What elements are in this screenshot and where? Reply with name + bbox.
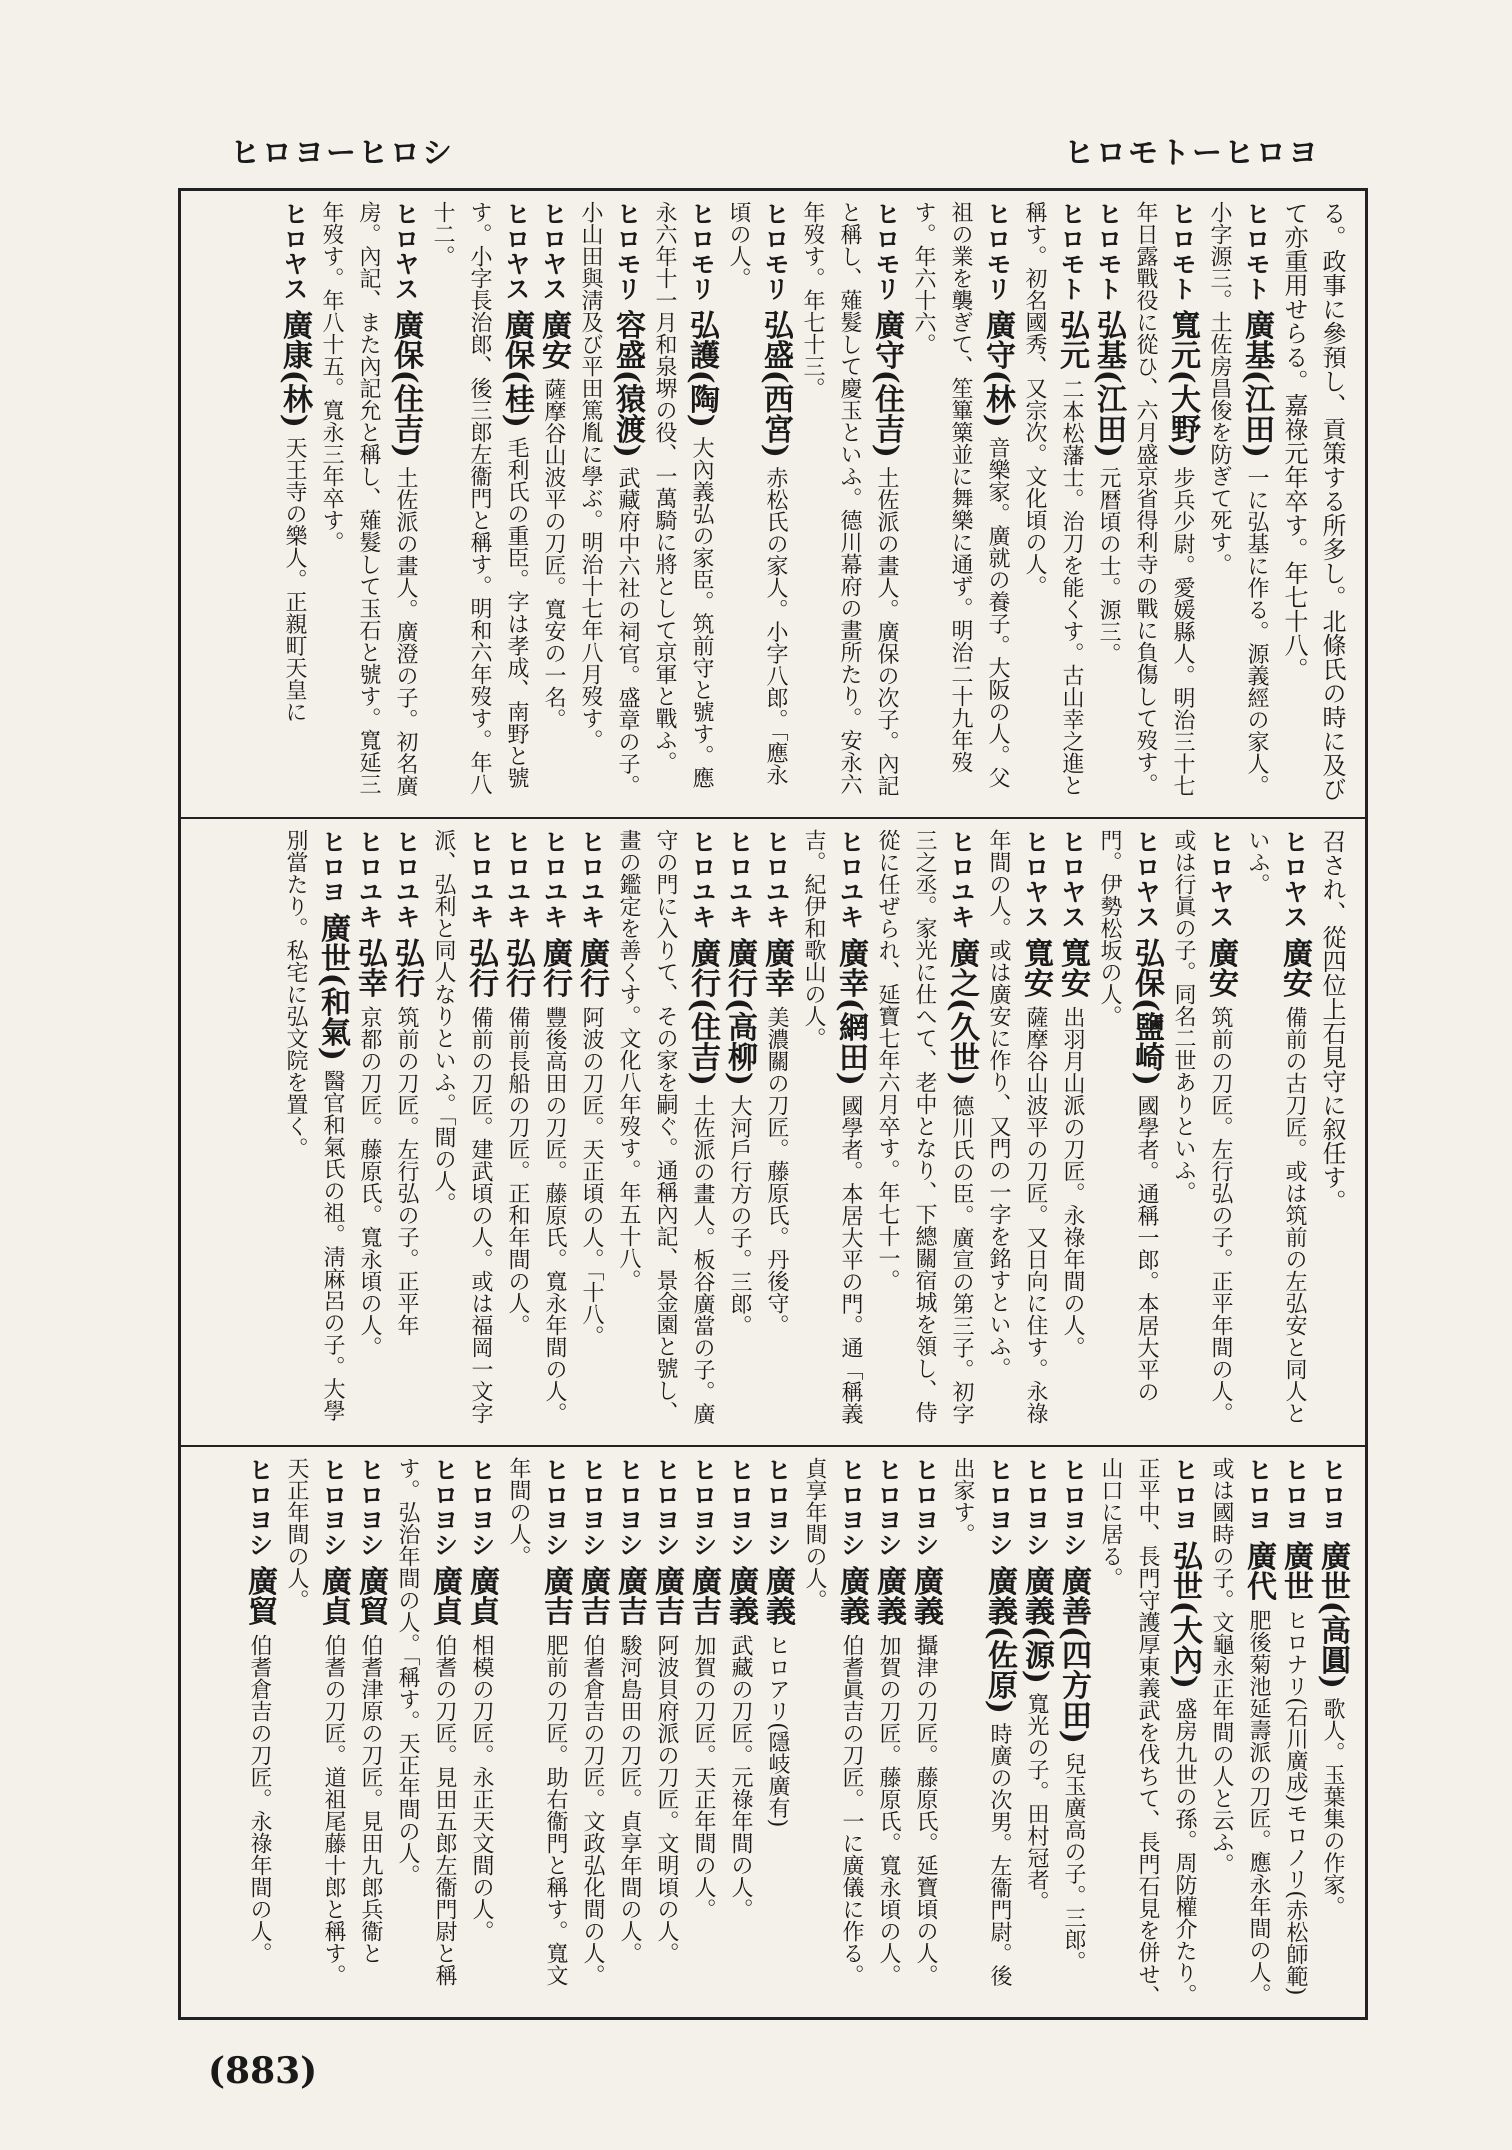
entry-name: 廣吉 <box>686 1565 721 1626</box>
page-frame <box>178 188 1368 2020</box>
dictionary-entry <box>1201 201 1275 807</box>
entry-name: 廣行 <box>537 937 572 998</box>
entry-description: 備前の刀匠。建武頃の人。或は福岡一文字派、弘利と同人なりといふ。「間の人。 <box>431 829 493 1425</box>
entry-name: 廣行(住吉) <box>685 937 720 1086</box>
entry-reading: ヒロモリ <box>761 201 790 301</box>
entry-name: 寬安 <box>1018 937 1053 998</box>
entry-description: 寬光の子。田村冠者。 <box>1024 1692 1049 1913</box>
entry-name: 廣貿 <box>353 1565 388 1626</box>
entry-description: 駿河島田の刀匠。貞享年間の人。 <box>617 1634 642 1965</box>
entry-reading: ヒロヨシ <box>615 1457 644 1557</box>
dictionary-entry <box>646 201 720 807</box>
entry-name: 弘行 <box>389 937 424 998</box>
entry-name: 廣之(久世) <box>944 937 979 1086</box>
dictionary-entry <box>796 1457 870 2007</box>
entry-description: 備前長船の刀匠。正和年間の人。 <box>505 1006 530 1337</box>
entry-reading: ヒロヤス <box>280 201 309 301</box>
entry-description: 一に弘基に作る。源義經の家人。小字源三。土佐房昌俊を防ぎて死す。 <box>1207 201 1269 797</box>
entry-name: 廣安 <box>536 309 571 370</box>
entry-description: 歌人。玉葉集の作家。 <box>1320 1697 1345 1918</box>
entry-description: 筑前の刀匠。左行弘の子。正平年間の人。或は行眞の子。同名二世ありといふ。 <box>1171 829 1233 1425</box>
entry-name: 廣義(佐原) <box>982 1565 1017 1714</box>
entry-description: 毛利氏の重臣。字は孝成、南野と號す。小字長治郎、後三郎左衞門と稱す。明和六年歿す。年八十二。 <box>430 201 529 795</box>
entry-name: 廣貿 <box>242 1565 277 1626</box>
tier-bottom-columns <box>195 1457 1351 2007</box>
entry-name: 寬元(大野) <box>1165 309 1200 458</box>
entry-reading: ヒロヨシ <box>911 1457 940 1557</box>
entry-reading: ヒロユキ <box>503 829 532 929</box>
dictionary-entry <box>869 829 980 1435</box>
dictionary-entry <box>1275 201 1351 807</box>
tier-middle <box>181 819 1365 1447</box>
entry-reading: ヒロユキ <box>836 829 865 929</box>
entry-description: る。政事に參預し、貢策する所多し。北條氏の時に及びて亦重用せらる。嘉祿元年卒す。年七十八。 <box>1280 201 1346 801</box>
dictionary-entry <box>351 829 388 1435</box>
entry-name: 弘基(江田) <box>1091 309 1126 458</box>
entry-name: 廣貞 <box>316 1565 351 1626</box>
entry-description: 肥後菊池延壽派の刀匠。應永年間の人。或は國時の子。文龜永正年間の人と云ふ。 <box>1209 1457 1271 2006</box>
entry-description: 伯耆眞吉の刀匠。一に廣儀に作る。貞享年間の人。 <box>802 1457 864 1987</box>
entry-name: 廣世 <box>1278 1540 1313 1601</box>
dictionary-entry <box>1016 201 1090 807</box>
entry-description: 伯耆倉吉の刀匠。文政弘化間の人。 <box>580 1634 605 1987</box>
dictionary-entry <box>795 829 869 1435</box>
dictionary-entry <box>313 201 424 807</box>
entry-reading: ヒロユキ <box>947 829 976 929</box>
entry-reading: ヒロヨ <box>1281 1457 1310 1532</box>
entry-description: 肥前の刀匠。助右衞門と稱す。寬文年間の人。 <box>506 1457 568 1987</box>
dictionary-entry <box>1239 829 1313 1435</box>
entry-reading: ヒロヤス <box>1058 829 1087 929</box>
entry-description: 豐後高田の刀匠。藤原氏。寬永年間の人。 <box>542 1006 567 1425</box>
dictionary-entry <box>389 1457 463 2007</box>
entry-name: 廣吉 <box>538 1565 573 1626</box>
entry-name: 廣保(桂) <box>499 309 534 428</box>
entry-name: 弘護(陶) <box>684 309 719 428</box>
entry-name: 廣行 <box>574 937 609 998</box>
entry-name: 廣吉 <box>649 1565 684 1626</box>
entry-name: 弘行 <box>463 937 498 998</box>
entry-reading: ヒロモト <box>1242 201 1271 301</box>
dictionary-entry <box>425 829 499 1435</box>
dictionary-entry <box>463 1457 500 2007</box>
entry-reading: ヒロモリ <box>687 201 716 301</box>
header-left: ヒロヨーヒロシ <box>230 136 454 171</box>
entry-description: ヒロナリ(石川廣成)モロノリ(赤松師範) <box>1283 1609 1308 1996</box>
entry-reading: ヒロユキ <box>392 829 421 929</box>
dictionary-entry <box>905 201 1016 807</box>
entry-description: 盛房九世の孫。周防權介たり。正平中、長門守護厚東義武を伐ちて、長門石見を併せ、山口に居る。 <box>1098 1457 1197 2007</box>
dictionary-entry <box>1018 1457 1055 2007</box>
entry-reading: ヒロヨシ <box>837 1457 866 1557</box>
entry-description: 元暦頃の士。源三。 <box>1096 466 1121 665</box>
entry-reading: ヒロユキ <box>577 829 606 929</box>
entry-reading: ヒロヨ <box>1318 1457 1347 1532</box>
entry-name: 廣吉 <box>612 1565 647 1626</box>
entry-reading: ヒロモト <box>1057 201 1086 301</box>
dictionary-entry <box>611 1457 648 2007</box>
entry-description: 德川氏の臣。廣宣の第三子。初字三之丞。家光に仕へて、老中となり、下總關宿城を領し、侍從に任ぜられ、延寶七年六月卒す。年七十一。 <box>875 829 974 1425</box>
entry-name: 弘保(鹽崎) <box>1129 937 1164 1086</box>
tier-middle-columns <box>195 829 1351 1435</box>
entry-description: 美濃關の刀匠。藤原氏。丹後守。 <box>764 1006 789 1337</box>
entry-description: 伯耆津原の刀匠。見田九郎兵衞と <box>358 1634 383 1965</box>
dictionary-entry <box>1203 1457 1277 2007</box>
dictionary-entry <box>610 829 721 1435</box>
entry-reading: ヒロヤス <box>1132 829 1161 929</box>
entry-description: 土佐派の畫人。廣保の次子。內記と稱し、薙髮して慶玉といふ。德川幕府の畫所たり。安永六年歿す。年七十三。 <box>800 201 899 797</box>
tier-bottom <box>181 1447 1365 2017</box>
entry-name: 弘幸 <box>352 937 387 998</box>
entry-reading: ヒロヨシ <box>578 1457 607 1557</box>
entry-reading: ヒロヨシ <box>763 1457 792 1557</box>
dictionary-entry <box>1055 1457 1092 2007</box>
entry-reading: ヒロヤス <box>1021 829 1050 929</box>
dictionary-entry <box>278 1457 352 2007</box>
entry-reading: ヒロモリ <box>872 201 901 301</box>
entry-name: 廣世(高圓) <box>1315 1540 1350 1689</box>
dictionary-entry <box>499 829 536 1435</box>
dictionary-entry <box>759 1457 796 2007</box>
entry-name: 廣義 <box>908 1565 943 1626</box>
entry-name: 容盛(猿渡) <box>610 309 645 458</box>
entry-name: 廣幸 <box>759 937 794 998</box>
dictionary-entry <box>794 201 905 807</box>
dictionary-entry <box>536 829 573 1435</box>
entry-reading: ヒロヤス <box>502 201 531 301</box>
entry-description: 薩摩谷山波平の刀匠。寬安の一名。 <box>541 378 566 731</box>
entry-reading: ヒロヨシ <box>319 1457 348 1557</box>
dictionary-entry <box>241 1457 278 2007</box>
entry-name: 廣安 <box>1203 937 1238 998</box>
entry-description: 京都の刀匠。藤原氏。寬永頃の人。 <box>357 1006 382 1359</box>
header-right: ヒロモトーヒロヨ <box>1064 136 1320 171</box>
entry-name: 廣義 <box>723 1565 758 1626</box>
entry-name: 廣世(和氣) <box>315 912 350 1061</box>
dictionary-entry <box>500 1457 574 2007</box>
entry-description: 天王寺の樂人。正親町天皇に <box>282 436 307 723</box>
entry-reading: ヒロヨシ <box>430 1457 459 1557</box>
entry-description: 大內義弘の家臣。筑前守と號す。應永六年十一月和泉堺の役、一萬騎に將として京軍と戰ふ。 <box>652 201 714 789</box>
entry-description: 出羽月山派の刀匠。永祿年間の人。 <box>1060 1006 1085 1359</box>
entry-description: 薩摩谷山波平の刀匠。又日向に住す。永祿年間の人。或は廣安に作り、又門の一字を銘すといふ。 <box>986 829 1048 1425</box>
entry-reading: ヒロモリ <box>613 201 642 301</box>
entry-description: 阿波の刀匠。天正頃の人。「十八。 <box>579 1006 604 1348</box>
entry-description: 伯耆の刀匠。道祖尾藤十郎と稱す。天正年間の人。 <box>284 1457 346 1987</box>
entry-reading: ヒロヨシ <box>689 1457 718 1557</box>
dictionary-entry <box>980 829 1054 1435</box>
entry-reading: ヒロヨシ <box>245 1457 274 1557</box>
entry-description: 伯耆倉吉の刀匠。永祿年間の人。 <box>247 1634 272 1965</box>
entry-reading: ヒロモト <box>1168 201 1197 301</box>
dictionary-entry <box>720 201 794 807</box>
dictionary-entry <box>758 829 795 1435</box>
entry-description: 相模の刀匠。永正天文間の人。 <box>469 1634 494 1943</box>
entry-reading: ヒロユキ <box>466 829 495 929</box>
entry-description: 加賀の刀匠。天正年間の人。 <box>691 1634 716 1921</box>
entry-description: 兒玉廣高の子。三郎。 <box>1061 1752 1086 1973</box>
entry-name: 廣代 <box>1241 1540 1276 1601</box>
entry-description: 音樂家。廣就の養子。大阪の人。父祖の業を襲ぎて、笙篳篥並に舞樂に通ず。明治二十九年歿す。年六十六。 <box>911 201 1010 789</box>
entry-reading: ヒロモト <box>1094 201 1123 301</box>
entry-description: 召され、從四位上石見守に叙任す。 <box>1318 829 1346 1213</box>
entry-reading: ヒロヨ <box>318 829 347 904</box>
entry-name: 廣義 <box>834 1565 869 1626</box>
entry-description: 攝津の刀匠。藤原氏。延寶頃の人。 <box>913 1634 938 1987</box>
dictionary-entry <box>574 1457 611 2007</box>
entry-reading: ヒロヨシ <box>726 1457 755 1557</box>
entry-description: 國學者。本居大平の門。通「稱義吉。紀伊和歌山の人。 <box>801 829 863 1425</box>
dictionary-entry <box>1092 1457 1203 2007</box>
entry-reading: ヒロユキ <box>725 829 754 929</box>
entry-description: 伯耆の刀匠。見田五郎左衞門尉と稱す。弘治年間の人。「稱す。天正年間の人。 <box>395 1457 457 1987</box>
entry-description: 筑前の刀匠。左行弘の子。正平年 <box>394 1006 419 1337</box>
entry-description: 土佐派の畫人。板谷廣當の子。廣守の門に入りて、その家を嗣ぐ。通稱內記、景金園と號し、畫の鑑定を善くす。文化八年歿す。年五十八。 <box>616 829 715 1425</box>
entry-reading: ヒロヨ <box>1244 1457 1273 1532</box>
dictionary-entry <box>1054 829 1091 1435</box>
dictionary-entry <box>535 201 572 807</box>
running-header <box>230 128 1320 171</box>
entry-name: 廣安 <box>1277 937 1312 998</box>
dictionary-entry <box>648 1457 685 2007</box>
dictionary-entry <box>352 1457 389 2007</box>
dictionary-entry <box>1313 829 1351 1435</box>
entry-reading: ヒロヨシ <box>1059 1457 1088 1557</box>
entry-name: 弘行 <box>500 937 535 998</box>
entry-description: 武藏の刀匠。元祿年間の人。 <box>728 1634 753 1921</box>
entry-description: 加賀の刀匠。藤原氏。寬永頃の人。 <box>876 1634 901 1987</box>
entry-name: 廣基(江田) <box>1239 309 1274 458</box>
dictionary-entry <box>424 201 535 807</box>
entry-description: 赤松氏の家人。小字八郎。「應永頃の人。 <box>726 201 788 786</box>
dictionary-entry <box>388 829 425 1435</box>
entry-description: 醫官和氣氏の祖。淸麻呂の子。大學別當たり。私宅に弘文院を置く。 <box>283 829 345 1422</box>
dictionary-entry <box>870 1457 907 2007</box>
dictionary-entry <box>1091 829 1165 1435</box>
entry-description: 備前の古刀匠。或は筑前の左弘安と同人といふ。 <box>1245 829 1307 1425</box>
entry-reading: ヒロヨシ <box>652 1457 681 1557</box>
dictionary-entry <box>907 1457 944 2007</box>
entry-name: 廣守(林) <box>980 309 1015 428</box>
entry-reading: ヒロヨシ <box>1022 1457 1051 1557</box>
page-number: (883) <box>208 2050 318 2092</box>
dictionary-entry <box>572 201 646 807</box>
entry-name: 廣守(住吉) <box>869 309 904 458</box>
entry-description: 時廣の次男。左衞門尉。後出家す。 <box>950 1457 1012 1987</box>
entry-name: 寬安 <box>1055 937 1090 998</box>
dictionary-entry <box>1090 201 1127 807</box>
entry-name: 廣幸(網田) <box>833 937 868 1086</box>
dictionary-entry <box>721 829 758 1435</box>
entry-reading: ヒロユキ <box>540 829 569 929</box>
entry-reading: ヒロヨ <box>1170 1457 1199 1532</box>
dictionary-entry <box>573 829 610 1435</box>
entry-name: 廣義 <box>760 1565 795 1626</box>
dictionary-entry <box>276 201 313 807</box>
entry-description: 土佐派の畫人。廣澄の子。初名廣房。內記、また內記允と稱し、薙髮して玉石と號す。寬延三年歿す。年八十五。寬永三年卒す。 <box>319 201 418 797</box>
dictionary-entry <box>1277 1457 1314 2007</box>
dictionary-entry <box>1314 1457 1351 2007</box>
entry-name: 廣義 <box>871 1565 906 1626</box>
dictionary-entry <box>277 829 351 1435</box>
entry-reading: ヒロヤス <box>1206 829 1235 929</box>
tier-top-columns <box>195 201 1351 807</box>
entry-description: ヒロアリ(隱岐廣有) <box>765 1634 790 1828</box>
entry-name: 廣義(源) <box>1019 1565 1054 1684</box>
entry-description: 大河戶行方の子。三郎。 <box>727 1094 752 1337</box>
entry-description: 國學者。通稱一郎。本居大平の門。伊勢松坂の人。 <box>1097 829 1159 1403</box>
entry-description: 二本松藩士。治刀を能くす。古山幸之進と稱す。初名國秀、又宗次。文化頃の人。 <box>1022 201 1084 797</box>
entry-name: 廣吉 <box>575 1565 610 1626</box>
entry-reading: ヒロヨシ <box>356 1457 385 1557</box>
entry-name: 廣善(四方田) <box>1056 1565 1091 1744</box>
entry-name: 廣行(高柳) <box>722 937 757 1086</box>
entry-reading: ヒロヨシ <box>985 1457 1014 1557</box>
entry-name: 弘盛(西宮) <box>758 309 793 458</box>
entry-name: 廣康(林) <box>277 309 312 428</box>
entry-reading: ヒロヤス <box>1280 829 1309 929</box>
dictionary-entry <box>1127 201 1201 807</box>
entry-reading: ヒロヤス <box>391 201 420 301</box>
dictionary-entry <box>1165 829 1239 1435</box>
entry-reading: ヒロユキ <box>762 829 791 929</box>
dictionary-entry <box>722 1457 759 2007</box>
entry-name: 廣貞 <box>464 1565 499 1626</box>
entry-reading: ヒロヨシ <box>874 1457 903 1557</box>
entry-description: 武藏府中六社の祠官。盛章の子。小山田與淸及び平田篤胤に學ぶ。明治十七年八月歿す。 <box>578 201 640 797</box>
entry-reading: ヒロユキ <box>355 829 384 929</box>
entry-reading: ヒロモリ <box>983 201 1012 301</box>
entry-name: 廣貞 <box>427 1565 462 1626</box>
entry-reading: ヒロユキ <box>688 829 717 929</box>
entry-name: 弘世(大內) <box>1167 1540 1202 1689</box>
dictionary-entry <box>944 1457 1018 2007</box>
entry-reading: ヒロヨシ <box>541 1457 570 1557</box>
entry-name: 廣保(住吉) <box>388 309 423 458</box>
entry-description: 步兵少尉。愛媛縣人。明治三十七年日露戰役に從ひ、六月盛京省得利寺の戰に負傷して歿す。 <box>1133 201 1195 797</box>
dictionary-entry <box>685 1457 722 2007</box>
tier-top <box>181 191 1365 819</box>
entry-description: 阿波貝府派の刀匠。文明頃の人。 <box>654 1634 679 1965</box>
entry-name: 弘元 <box>1054 309 1089 370</box>
entry-reading: ヒロヨシ <box>467 1457 496 1557</box>
entry-reading: ヒロヤス <box>539 201 568 301</box>
